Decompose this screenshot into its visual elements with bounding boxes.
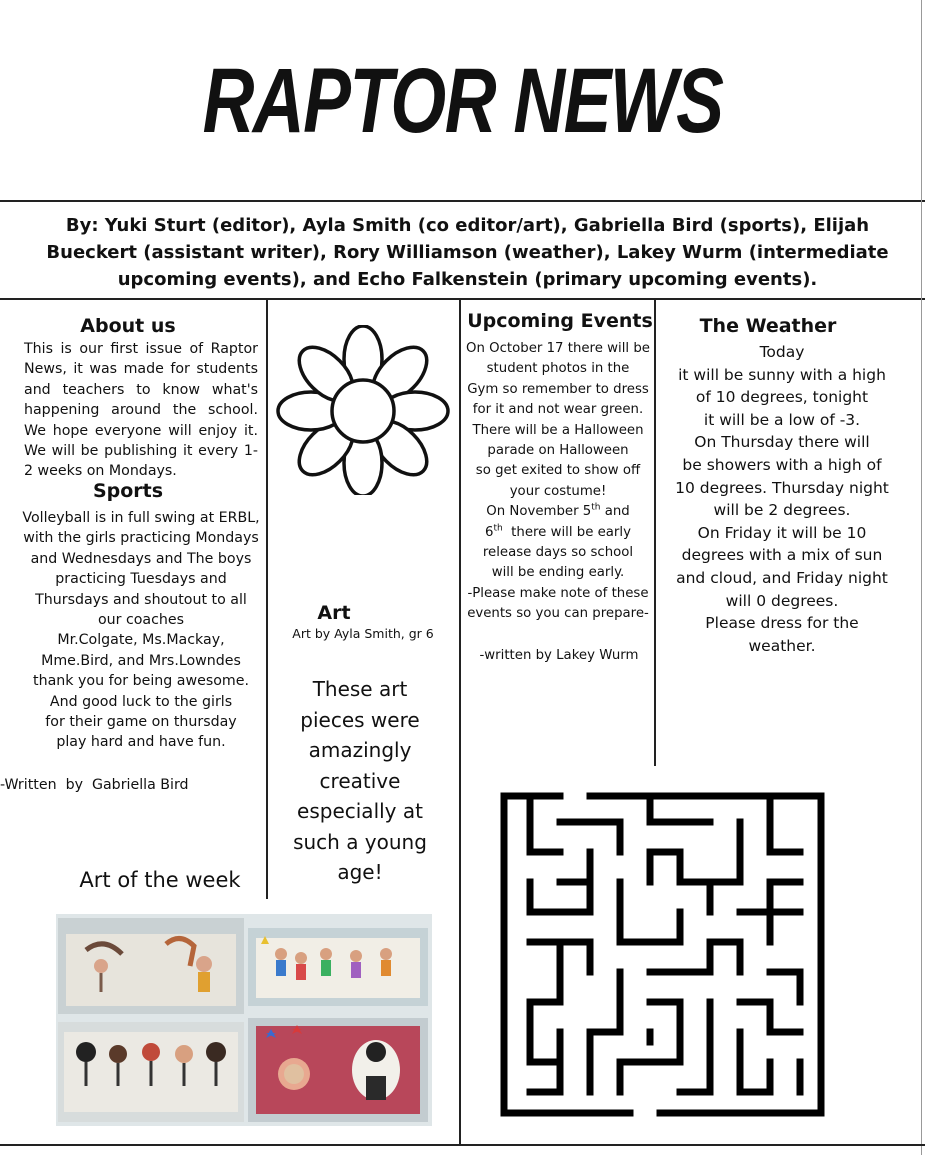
weather-line: On Thursday there will (694, 433, 870, 452)
events-text (459, 339, 657, 625)
events-line: for it and not wear green. (472, 402, 644, 418)
events-line: your costume! (509, 483, 607, 499)
weather-line: will 0 degrees. (725, 591, 839, 610)
flower-illustration (267, 325, 459, 495)
weather-line: weather. (748, 636, 816, 655)
weather-line: be showers with a high of (682, 455, 882, 474)
weather-line: 10 degrees. Thursday night (675, 478, 889, 497)
masthead-rule (0, 200, 925, 202)
art-of-the-week-photo (56, 914, 432, 1126)
events-line: will be ending early. (491, 565, 625, 581)
sports-line: thank you for being awesome. (33, 673, 249, 690)
weather-line: will be 2 degrees. (713, 501, 851, 520)
weather-text (660, 341, 904, 657)
art-blurb-line: These art (312, 677, 408, 701)
weather-line: it will be sunny with a high (678, 365, 886, 384)
events-line: so get exited to show off (475, 463, 641, 479)
weather-heading: The Weather (699, 315, 837, 337)
sports-line: Thursdays and shoutout to all (35, 591, 247, 608)
page-edge-right (921, 0, 922, 1155)
art-blurb-line: age! (337, 860, 383, 884)
events-line: release days so school (482, 545, 634, 561)
events-line: events so you can prepare- (467, 606, 649, 622)
events-line: student photos in the (486, 361, 630, 377)
sports-line: play hard and have fun. (56, 734, 226, 751)
sports-heading: Sports (92, 480, 164, 502)
events-line: -Please make note of these (467, 585, 649, 601)
sports-line: Volleyball is in full swing at ERBL, (22, 510, 260, 526)
weather-line: and cloud, and Friday night (676, 568, 888, 587)
sports-line: and Wednesdays and The boys (30, 550, 252, 567)
sports-line: Mr.Colgate, Ms.Mackay, (57, 632, 225, 649)
events-line: 6th there will be early (485, 523, 631, 540)
art-heading: Art (317, 602, 351, 624)
events-line: On October 17 there will be (466, 341, 650, 356)
sports-line: with the girls practicing Mondays (23, 530, 259, 547)
weather-line: On Friday it will be 10 (697, 523, 867, 542)
events-line: There will be a Halloween (472, 422, 644, 438)
sports-line: practicing Tuesdays and (55, 571, 227, 588)
byline: By: Yuki Sturt (editor), Ayla Smith (co editor/art), Gabriella Bird (sports), Elijah Bueckert (assistant writer), Rory Williamson (weather), Lakey Wurm (intermediate upcoming events), and Echo Falkenstein (primary upcoming events). (46, 215, 889, 290)
art-blurb-line: especially at (297, 799, 423, 823)
events-heading: Upcoming Events (467, 310, 653, 332)
about-text: This is our first issue of Raptor News, it was made for students and teachers to know what's happening around the school. We hope everyone will enjoy it. We will be publishing it every 1-2 weeks on Mondays. (24, 341, 258, 480)
sports-credit: -Written by Gabriella Bird (0, 777, 189, 793)
events-line: Gym so remember to dress (467, 381, 649, 397)
about-heading: About us (80, 315, 176, 337)
byline-rule (0, 298, 925, 300)
art-blurb-line: such a young (293, 829, 427, 854)
weather-line: degrees with a mix of sun (681, 546, 883, 565)
sports-text (16, 508, 266, 753)
weather-line: it will be a low of -3. (703, 410, 861, 429)
weather-line: of 10 degrees, tonight (695, 388, 869, 407)
weather-line: Today (759, 343, 805, 361)
art-caption: Art by Ayla Smith, gr 6 (292, 626, 434, 641)
art-blurb-line: creative (319, 768, 401, 793)
events-line: parade on Halloween (487, 443, 629, 459)
art-blurb (280, 674, 440, 888)
sports-line: our coaches (97, 612, 185, 629)
events-line: On November 5th and (486, 502, 630, 520)
masthead-title: RAPTOR NEWS (202, 50, 723, 152)
weather-line: Please dress for the (705, 614, 859, 633)
sports-line: And good luck to the girls (49, 693, 233, 710)
maze-puzzle (500, 792, 825, 1117)
sports-line: for their game on thursday (45, 714, 237, 731)
events-credit: -written by Lakey Wurm (479, 648, 639, 663)
footer-rule (0, 1144, 925, 1146)
sports-line: Mme.Bird, and Mrs.Lowndes (41, 652, 241, 669)
art-blurb-line: pieces were (300, 707, 420, 732)
art-of-the-week-label: Art of the week (79, 868, 241, 892)
art-blurb-line: amazingly (308, 738, 412, 762)
